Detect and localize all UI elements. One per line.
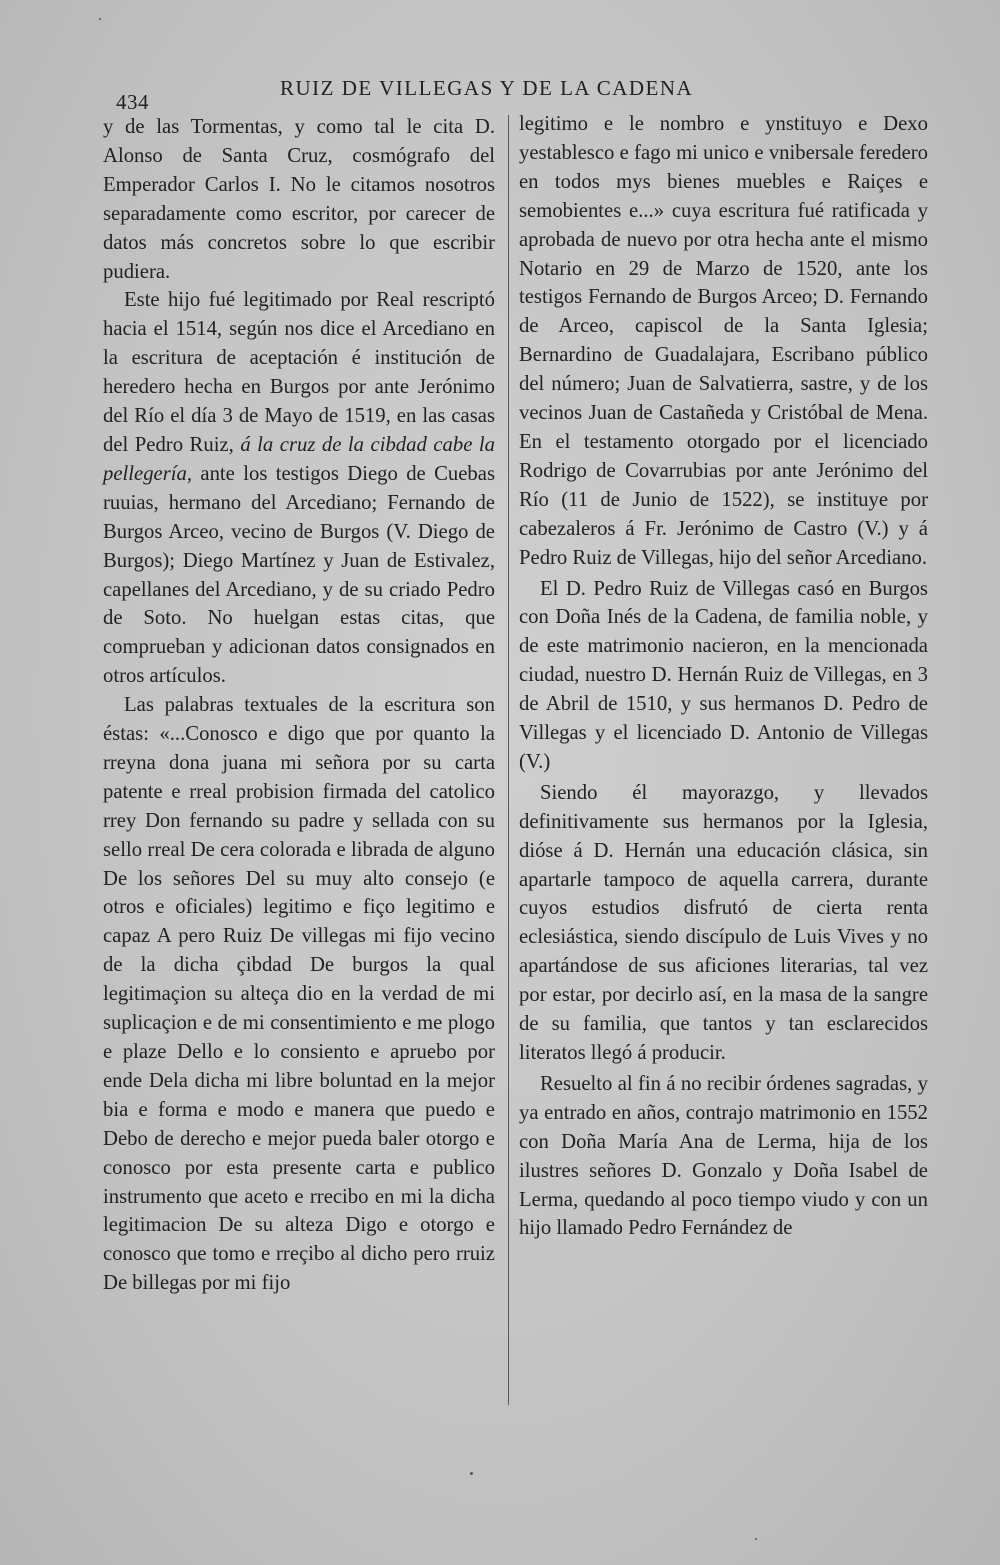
left-paragraph-3: Las palabras textuales de la escritura son éstas: «...Conosco e digo que por quanto la rreyna dona juana mi señora por su carta patente e rreal probision firmada del catolico rrey Don fernando su padre y sellada con su sello rreal De cera colorada e librada de alguno De los señores Del su muy alto consejo (e otros e oficiales) legitimo e fiço legitimo e capaz A pero Ruiz De villegas mi fijo vecino de la dicha çibdad De burgos la qual legitimaçion su alteça dio en la verdad de mi suplicaçion e de mi consentimiento e me plogo e plaze Dello e lo consiento e apruebo por ende Dela dicha mi libre boluntad en la mejor bia e forma e modo e manera que puedo e Debo de derecho e mejor pueda baler otorgo e conosco por esta presente carta e publico instrumento que aceto e rrecibo en mi la dicha legitimacion De su alteza Digo e otorgo e conosco que tomo e rreçibo al dicho pero rruiz De billegas por mi fijo	[103, 694, 495, 1295]
left-paragraph-2-italic-quote: á la cruz de la cibdad cabe la pellegería,	[103, 433, 495, 485]
left-paragraph-2-text-a: Este hijo fué legitimado por Real rescriptó hacia el 1514, según nos dice el Arcediano en la escritura de aceptación é institución de heredero hecha en Burgos por ante Jerónimo del Río el día 3 de Mayo de 1519, en las casas del Pedro Ruiz,	[103, 289, 495, 456]
page-number: 434	[116, 90, 149, 114]
right-paragraph-2: El D. Pedro Ruiz de Villegas casó en Burgos con Doña Inés de la Cadena, de familia noble, y de este matrimonio nacieron, en la mencionada ciudad, nuestro D. Hernán Ruiz de Villegas, en 3 de Abril de 1510, y sus hermanos D. Pedro de Villegas y el licenciado D. Antonio de Villegas (V.)	[519, 577, 928, 773]
left-paragraph-1: y de las Tormentas, y como tal le cita D. Alonso de Santa Cruz, cosmógrafo del Emperador Carlos I. No le citamos nosotros separadamente como escritor, por carecer de datos más concretos sobre lo que escribir pudiera.	[103, 116, 495, 283]
paper-speck	[99, 18, 101, 20]
left-paragraph-2-text-b: ante los testigos Diego de Cuebas ruuias, hermano del Arcediano; Fernando de Burgos Arceo, vecino de Burgos (V. Diego de Burgos); Diego Martínez y Juan de Estivalez, capellanes del Arcediano, y de su criado Pedro de Soto. No huelgan estas citas, que comprueban y adicionan datos consignados en otros artículos.	[103, 462, 495, 688]
left-paragraph-2	[103, 286, 495, 691]
paper-speck	[470, 1472, 473, 1475]
right-paragraph-3: Siendo él mayorazgo, y llevados definitivamente sus hermanos por la Iglesia, dióse á D. Hernán una educación clásica, sin apartarle tampoco de aquella carrera, durante cuyos estudios disfrutó de cierta renta eclesiástica, siendo discípulo de Luis Vives y no apartándose de sus aficiones literarias, tal vez por estar, por decirlo así, en la masa de la sangre de su familia, que tantos y tan esclarecidos literatos llegó á producir.	[519, 781, 928, 1064]
column-divider	[508, 115, 509, 1405]
right-paragraph-1: legitimo e le nombro e ynstituyo e Dexo yestablesco e fago mi unico e vnibersale feredero en todos mys bienes muebles e Raiçes e semobientes e...» cuya escritura fué ratificada y aprobada de nuevo por otra hecha ante el mismo Notario en 29 de Marzo de 1520, ante los testigos Fernando de Burgos Arceo; D. Fernando de Arceo, capiscol de la Santa Iglesia; Bernardino de Guadalajara, Escribano público del número; Juan de Salvatierra, sastre, y de los vecinos Juan de Castañeda y Cristóbal de Mena. En el testamento otorgado por el licenciado Rodrigo de Covarrubias por ante Jerónimo del Río (11 de Junio de 1522), se instituye por cabezaleros á Fr. Jerónimo de Castro (V.) y á Pedro Ruiz de Villegas, hijo del señor Arcediano.	[519, 113, 928, 569]
left-column	[103, 113, 495, 1298]
right-paragraph-4: Resuelto al fin á no recibir órdenes sagradas, y ya entrado en años, contrajo matrimonio en 1552 con Doña María Ana de Lerma, hija de los ilustres señores D. Gonzalo y Doña Isabel de Lerma, quedando al poco tiempo viudo y con un hijo llamado Pedro Fernández de	[519, 1072, 928, 1240]
paper-speck	[755, 1538, 757, 1540]
right-column	[519, 110, 928, 1243]
running-title: RUIZ DE VILLEGAS Y DE LA CADENA	[280, 76, 694, 100]
